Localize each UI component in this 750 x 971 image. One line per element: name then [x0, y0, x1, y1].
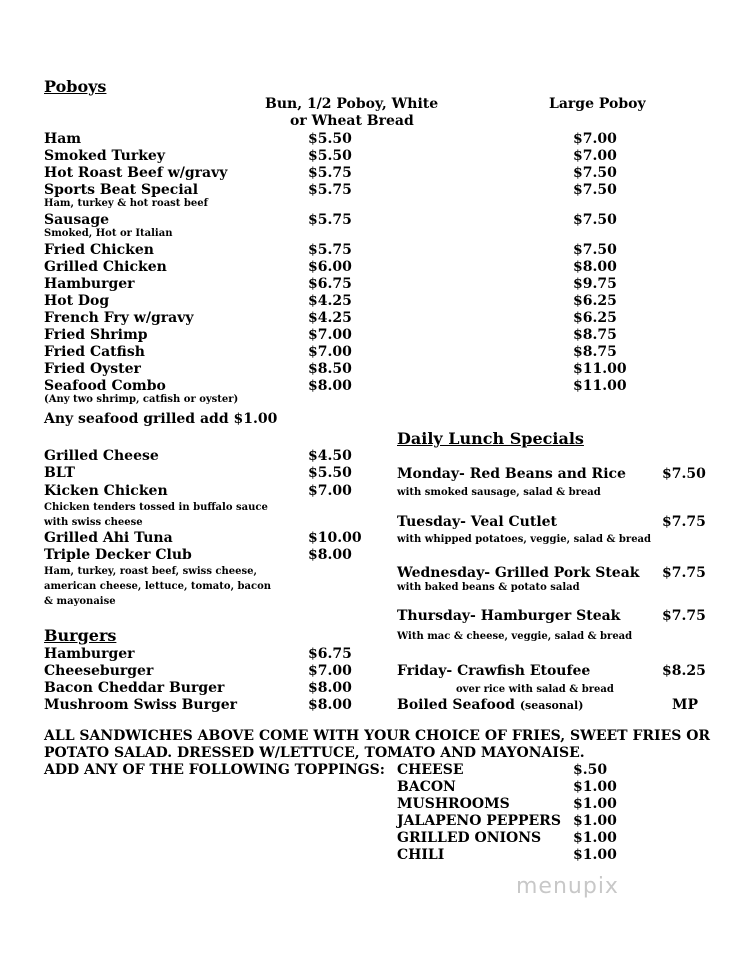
- sandwich-item-name: BLT: [44, 465, 75, 481]
- special-item-description: With mac & cheese, veggie, salad & bread: [397, 631, 633, 642]
- special-item-name: Tuesday- Veal Cutlet: [397, 514, 558, 530]
- poboy-item-name: Hot Roast Beef w/gravy: [44, 165, 228, 181]
- poboy-col1-header-line2: or Wheat Bread: [290, 113, 414, 129]
- sandwich-item-name: Triple Decker Club: [44, 547, 192, 563]
- poboy-item-description: Ham, turkey & hot roast beef: [44, 198, 208, 209]
- topping-price: $.50: [573, 762, 608, 778]
- poboy-price-small: $8.50: [308, 361, 352, 377]
- poboy-price-large: $6.25: [573, 293, 617, 309]
- poboy-price-small: $6.00: [308, 259, 352, 275]
- topping-price: $1.00: [573, 813, 617, 829]
- footer-line-2: POTATO SALAD. DRESSED W/LETTUCE, TOMATO AND MAYONAISE.: [44, 745, 585, 761]
- special-item-price: $7.75: [662, 514, 706, 530]
- topping-name: BACON: [397, 779, 456, 795]
- sandwich-item-name: Grilled Ahi Tuna: [44, 530, 173, 546]
- sandwich-item-name: Grilled Cheese: [44, 448, 159, 464]
- special-item-description: with smoked sausage, salad & bread: [397, 487, 601, 498]
- sandwich-item-description: american cheese, lettuce, tomato, bacon: [44, 581, 272, 592]
- boiled-seafood-price: MP: [672, 697, 699, 713]
- poboy-price-large: $7.50: [573, 182, 617, 198]
- sandwich-item-price: $7.00: [308, 483, 352, 499]
- grilled-seafood-note: Any seafood grilled add $1.00: [44, 411, 278, 427]
- poboy-price-large: $8.00: [573, 259, 617, 275]
- poboy-price-small: $5.50: [308, 148, 352, 164]
- special-item-name: Friday- Crawfish Etoufee: [397, 663, 591, 679]
- sandwich-item-description: & mayonaise: [44, 596, 116, 607]
- poboy-item-name: Sausage: [44, 212, 110, 228]
- menupix-watermark: menupix: [516, 874, 619, 899]
- poboy-price-small: $6.75: [308, 276, 352, 292]
- poboy-item-name: Hamburger: [44, 276, 135, 292]
- topping-name: JALAPENO PEPPERS: [397, 813, 561, 829]
- special-item-price: $7.75: [662, 565, 706, 581]
- sandwich-item-price: $8.00: [308, 547, 352, 563]
- poboy-price-small: $4.25: [308, 293, 352, 309]
- poboy-item-name: Fried Chicken: [44, 242, 154, 258]
- sandwich-item-name: Kicken Chicken: [44, 483, 168, 499]
- poboy-price-large: $6.25: [573, 310, 617, 326]
- poboy-price-small: $5.75: [308, 165, 352, 181]
- poboy-price-large: $7.00: [573, 131, 617, 147]
- special-item-name: Wednesday- Grilled Pork Steak: [397, 565, 640, 581]
- burger-item-name: Mushroom Swiss Burger: [44, 697, 238, 713]
- sandwich-item-price: $4.50: [308, 448, 352, 464]
- burger-item-price: $6.75: [308, 646, 352, 662]
- poboy-item-name: Smoked Turkey: [44, 148, 165, 164]
- sandwich-item-price: $5.50: [308, 465, 352, 481]
- poboy-price-large: $9.75: [573, 276, 617, 292]
- boiled-seafood-note: (seasonal): [519, 699, 584, 712]
- poboy-price-large: $7.50: [573, 242, 617, 258]
- poboy-item-name: Hot Dog: [44, 293, 110, 309]
- burger-item-price: $7.00: [308, 663, 352, 679]
- topping-name: GRILLED ONIONS: [397, 830, 542, 846]
- poboy-price-small: $5.50: [308, 131, 352, 147]
- poboy-item-name: Ham: [44, 131, 82, 147]
- special-item-price: $7.75: [662, 608, 706, 624]
- poboy-price-large: $8.75: [573, 327, 617, 343]
- special-item-name: Thursday- Hamburger Steak: [397, 608, 621, 624]
- poboy-price-large: $8.75: [573, 344, 617, 360]
- poboy-price-small: $4.25: [308, 310, 352, 326]
- topping-price: $1.00: [573, 847, 617, 863]
- poboy-item-name: Fried Shrimp: [44, 327, 148, 343]
- boiled-seafood-name: [397, 697, 583, 714]
- poboy-item-name: Sports Beat Special: [44, 182, 199, 198]
- burger-item-name: Bacon Cheddar Burger: [44, 680, 225, 696]
- poboys-heading: Poboys: [44, 77, 107, 96]
- poboy-price-small: $5.75: [308, 242, 352, 258]
- special-item-description: with baked beans & potato salad: [397, 582, 580, 593]
- special-item-description: with whipped potatoes, veggie, salad & bread: [397, 534, 652, 545]
- poboy-col2-header: Large Poboy: [549, 96, 646, 112]
- sandwich-item-price: $10.00: [308, 530, 362, 546]
- poboy-price-large: $7.50: [573, 165, 617, 181]
- boiled-seafood-label: Boiled Seafood: [397, 697, 515, 713]
- burgers-heading: Burgers: [44, 626, 117, 645]
- special-item-description: over rice with salad & bread: [456, 684, 614, 695]
- poboy-price-small: $8.00: [308, 378, 352, 394]
- poboy-item-description: (Any two shrimp, catfish or oyster): [44, 394, 239, 405]
- sandwich-item-description: Chicken tenders tossed in buffalo sauce: [44, 502, 268, 513]
- sandwich-item-description: with swiss cheese: [44, 517, 143, 528]
- topping-price: $1.00: [573, 779, 617, 795]
- specials-heading: Daily Lunch Specials: [397, 429, 584, 448]
- burger-item-price: $8.00: [308, 680, 352, 696]
- topping-name: MUSHROOMS: [397, 796, 510, 812]
- special-item-price: $7.50: [662, 466, 706, 482]
- footer-line-3: ADD ANY OF THE FOLLOWING TOPPINGS:: [44, 762, 385, 778]
- poboy-item-name: French Fry w/gravy: [44, 310, 194, 326]
- poboy-item-name: Fried Catfish: [44, 344, 145, 360]
- poboy-col1-header-line1: Bun, 1/2 Poboy, White: [265, 96, 439, 112]
- sandwich-item-description: Ham, turkey, roast beef, swiss cheese,: [44, 566, 257, 577]
- poboy-price-large: $7.50: [573, 212, 617, 228]
- burger-item-name: Hamburger: [44, 646, 135, 662]
- poboy-item-name: Fried Oyster: [44, 361, 141, 377]
- poboy-price-small: $7.00: [308, 327, 352, 343]
- special-item-name: Monday- Red Beans and Rice: [397, 466, 626, 482]
- poboy-price-small: $7.00: [308, 344, 352, 360]
- burger-item-price: $8.00: [308, 697, 352, 713]
- topping-price: $1.00: [573, 796, 617, 812]
- poboy-item-name: Seafood Combo: [44, 378, 166, 394]
- poboy-price-small: $5.75: [308, 182, 352, 198]
- poboy-price-large: $7.00: [573, 148, 617, 164]
- poboy-item-description: Smoked, Hot or Italian: [44, 228, 173, 239]
- poboy-item-name: Grilled Chicken: [44, 259, 167, 275]
- poboy-price-large: $11.00: [573, 378, 627, 394]
- poboy-price-small: $5.75: [308, 212, 352, 228]
- topping-name: CHILI: [397, 847, 445, 863]
- special-item-price: $8.25: [662, 663, 706, 679]
- topping-name: CHEESE: [397, 762, 464, 778]
- burger-item-name: Cheeseburger: [44, 663, 154, 679]
- poboy-price-large: $11.00: [573, 361, 627, 377]
- topping-price: $1.00: [573, 830, 617, 846]
- footer-line-1: ALL SANDWICHES ABOVE COME WITH YOUR CHOICE OF FRIES, SWEET FRIES OR: [44, 728, 711, 744]
